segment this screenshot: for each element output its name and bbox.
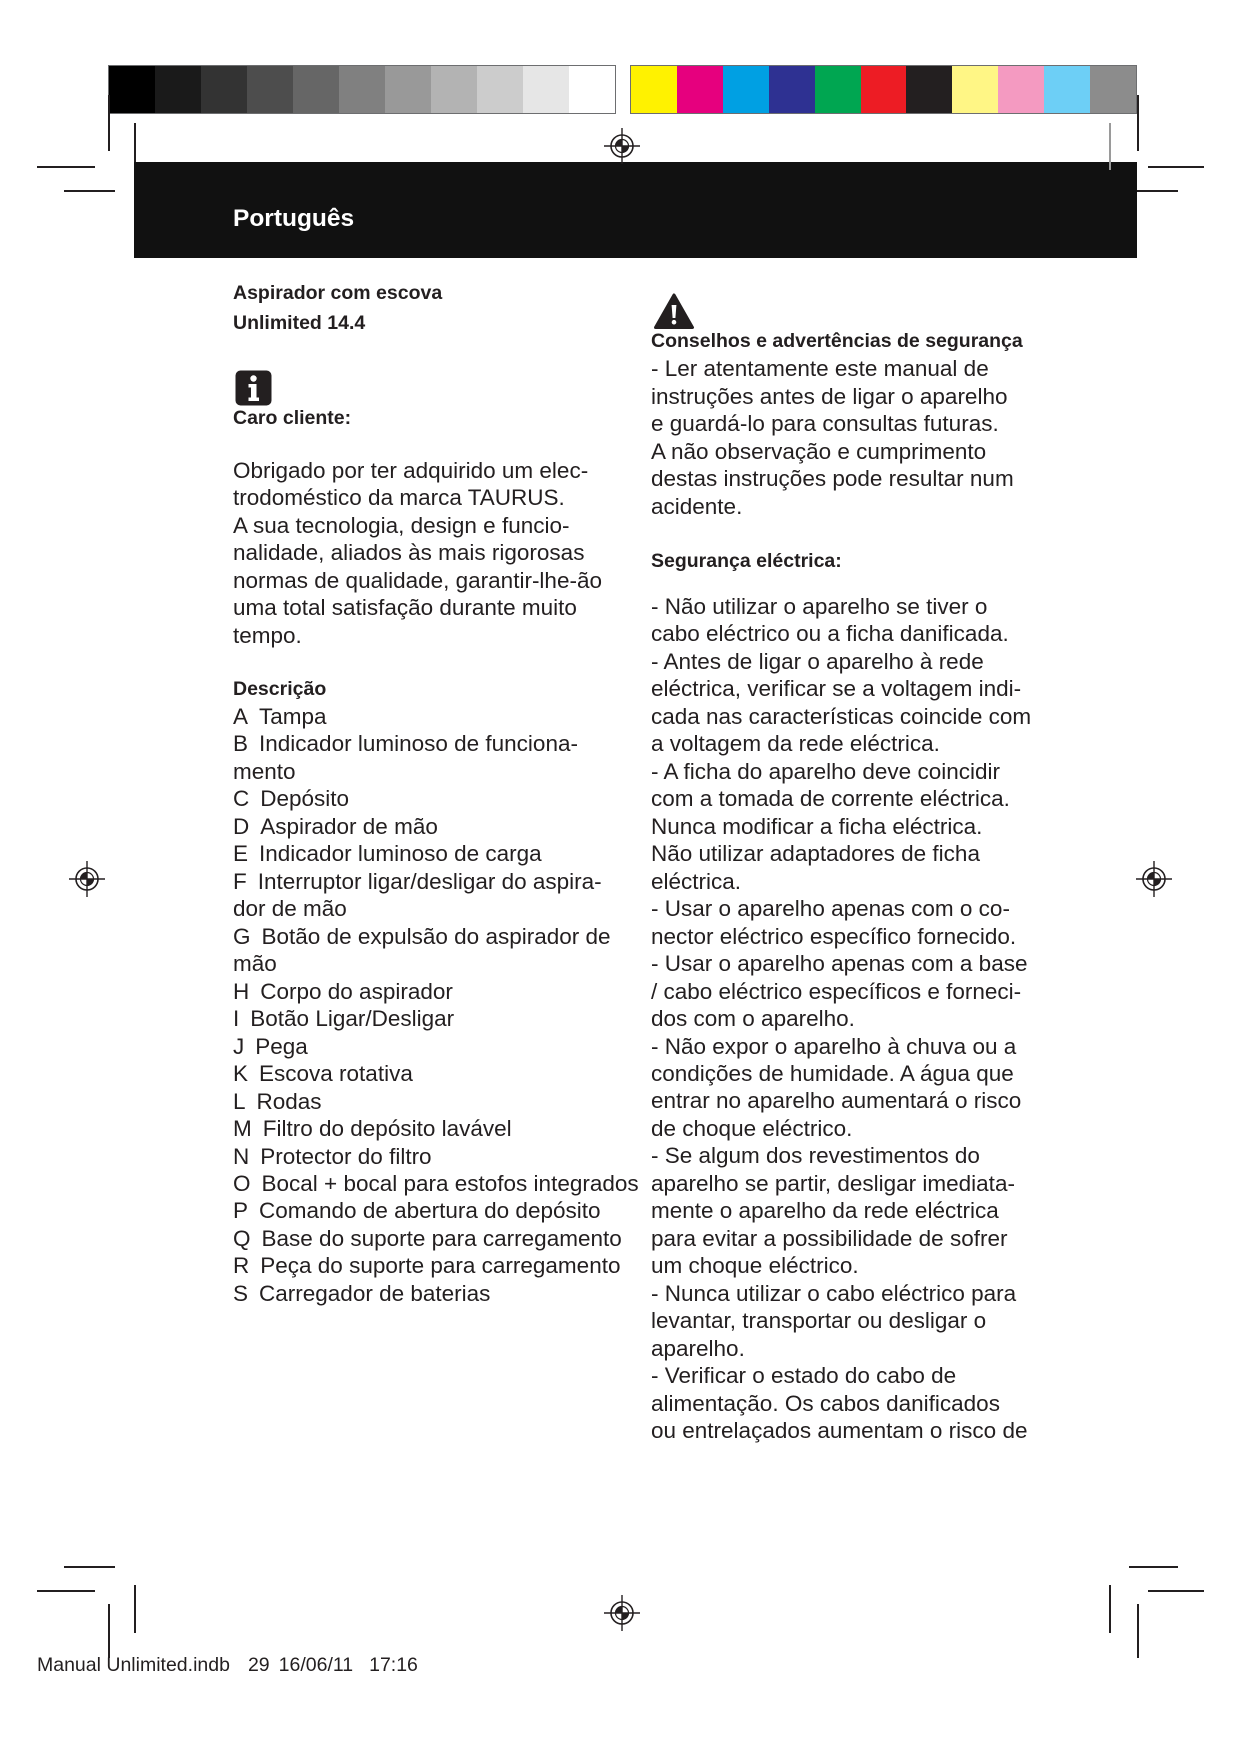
electrical-safety-line: entrar no aparelho aumentará o risco xyxy=(651,1088,1022,1114)
color-swatch xyxy=(906,66,952,113)
electrical-safety-line: nector eléctrico específico fornecido. xyxy=(651,923,1017,949)
greeting-line: Obrigado por ter adquirido um elec- xyxy=(233,458,589,483)
crop-mark xyxy=(37,166,95,168)
crop-mark xyxy=(1109,123,1111,170)
color-swatch xyxy=(1044,66,1090,113)
item-letter: P xyxy=(233,1198,249,1224)
safety-line: instruções antes de ligar o aparelho xyxy=(651,383,1008,409)
gray-swatch xyxy=(293,66,339,113)
greeting-line: normas de qualidade, garantir-lhe-ão xyxy=(233,567,602,593)
crop-mark xyxy=(134,123,136,166)
crop-mark xyxy=(108,95,110,151)
description-item xyxy=(233,785,639,812)
item-letter: O xyxy=(233,1170,251,1196)
language-header-band xyxy=(134,162,1137,258)
electrical-safety-line: - Verificar o estado do cabo de xyxy=(651,1363,957,1389)
registration-mark-icon xyxy=(604,128,640,164)
electrical-safety-line: Nunca modificar a ficha eléctrica. xyxy=(651,813,983,839)
item-letter: I xyxy=(233,1006,240,1032)
gray-swatch xyxy=(155,66,201,113)
electrical-safety-line: alimentação. Os cabos danificados xyxy=(651,1390,1000,1416)
crop-mark xyxy=(1148,166,1204,168)
electrical-safety-line: condições de humidade. A água que xyxy=(651,1060,1014,1086)
item-label: Carregador de baterias xyxy=(259,1280,491,1306)
description-item xyxy=(233,730,639,757)
gray-swatch xyxy=(109,66,155,113)
item-letter: L xyxy=(233,1088,246,1114)
item-letter: C xyxy=(233,786,250,812)
item-label: Pega xyxy=(255,1033,308,1059)
description-item xyxy=(233,1115,639,1142)
item-letter: Q xyxy=(233,1225,251,1251)
electrical-safety-line: aparelho se partir, desligar imediata- xyxy=(651,1170,1015,1196)
item-label: Protector do filtro xyxy=(260,1143,432,1169)
gray-swatch xyxy=(247,66,293,113)
item-label: Interruptor ligar/desligar do aspira- xyxy=(257,868,602,894)
description-item xyxy=(233,868,639,895)
item-letter: K xyxy=(233,1061,249,1087)
item-letter: F xyxy=(233,868,247,894)
description-item-continued: mão xyxy=(233,951,277,977)
item-letter: S xyxy=(233,1280,249,1306)
gray-swatch xyxy=(431,66,477,113)
description-item xyxy=(233,1143,639,1170)
slug-date: 16/06/11 xyxy=(278,1654,354,1676)
item-label: Tampa xyxy=(259,704,327,729)
description-item xyxy=(233,840,639,867)
slug-file-name: Manual Unlimited.indb xyxy=(37,1654,230,1676)
electrical-safety-line: - Não utilizar o aparelho se tiver o xyxy=(651,594,988,619)
item-letter: N xyxy=(233,1143,250,1169)
electrical-safety-line: a voltagem da rede eléctrica. xyxy=(651,731,940,757)
description-item xyxy=(233,1170,639,1197)
greeting-paragraph xyxy=(233,457,602,649)
print-slug xyxy=(37,1654,418,1676)
description-item xyxy=(233,813,639,840)
description-list xyxy=(233,703,639,1307)
item-label: Comando de abertura do depósito xyxy=(259,1198,601,1224)
description-item xyxy=(233,1225,639,1252)
electrical-safety-line: cabo eléctrico ou a ficha danificada. xyxy=(651,621,1009,647)
item-label: Filtro do depósito lavável xyxy=(262,1116,512,1142)
safety-heading: Conselhos e advertências de segurança xyxy=(651,330,1023,352)
gray-swatch xyxy=(523,66,569,113)
electrical-safety-text xyxy=(651,593,1031,1445)
crop-mark xyxy=(1137,95,1139,151)
crop-mark xyxy=(1109,1585,1111,1633)
color-control-strip xyxy=(630,65,1137,114)
electrical-safety-line: eléctrica, verificar se a voltagem indi- xyxy=(651,676,1022,702)
color-swatch xyxy=(631,66,677,113)
description-item xyxy=(233,1005,639,1032)
info-icon xyxy=(235,370,272,406)
electrical-safety-line: com a tomada de corrente eléctrica. xyxy=(651,786,1010,812)
electrical-safety-line: - Usar o aparelho apenas com o co- xyxy=(651,896,1010,922)
slug-time: 17:16 xyxy=(369,1654,418,1676)
crop-mark xyxy=(64,1566,115,1568)
description-heading: Descrição xyxy=(233,678,327,700)
electrical-safety-line: dos com o aparelho. xyxy=(651,1006,855,1032)
item-label: Botão de expulsão do aspirador de xyxy=(261,923,611,949)
electrical-safety-line: - Antes de ligar o aparelho à rede xyxy=(651,648,984,674)
safety-line: - Ler atentamente este manual de xyxy=(651,356,989,382)
product-title xyxy=(233,278,442,338)
electrical-safety-line: - Se algum dos revestimentos do xyxy=(651,1143,980,1169)
color-swatch xyxy=(861,66,907,113)
safety-line: destas instruções pode resultar num xyxy=(651,466,1014,492)
crop-mark xyxy=(1137,1604,1139,1658)
electrical-safety-heading: Segurança eléctrica: xyxy=(651,550,842,572)
item-letter: R xyxy=(233,1253,250,1279)
item-label: Peça do suporte para carregamento xyxy=(260,1253,621,1279)
description-item xyxy=(233,923,639,950)
description-item xyxy=(233,1280,639,1307)
item-label: Aspirador de mão xyxy=(260,813,438,839)
item-label: Botão Ligar/Desligar xyxy=(250,1006,455,1032)
item-letter: J xyxy=(233,1033,245,1059)
greeting-line: A sua tecnologia, design e funcio- xyxy=(233,512,570,538)
gray-swatch xyxy=(201,66,247,113)
electrical-safety-line: - Não expor o aparelho à chuva ou a xyxy=(651,1033,1017,1059)
gray-swatch xyxy=(477,66,523,113)
item-label: Corpo do aspirador xyxy=(260,978,453,1004)
item-letter: D xyxy=(233,813,250,839)
safety-advice-section xyxy=(651,328,1023,520)
item-label: Bocal + bocal para estofos integrados xyxy=(261,1170,639,1196)
electrical-safety-line: um choque eléctrico. xyxy=(651,1253,859,1279)
electrical-safety-line: - Nunca utilizar o cabo eléctrico para xyxy=(651,1280,1017,1306)
greeting-line: uma total satisfação durante muito xyxy=(233,595,577,621)
gray-swatch xyxy=(339,66,385,113)
item-letter: H xyxy=(233,978,250,1004)
registration-mark-icon xyxy=(604,1595,640,1631)
item-letter: E xyxy=(233,841,249,867)
crop-mark xyxy=(1148,1590,1204,1592)
greeting-line: tempo. xyxy=(233,622,302,648)
electrical-safety-line: eléctrica. xyxy=(651,868,742,894)
item-label: Escova rotativa xyxy=(259,1061,413,1087)
electrical-safety-line: - A ficha do aparelho deve coincidir xyxy=(651,758,1000,784)
item-letter: B xyxy=(233,731,249,757)
item-letter: M xyxy=(233,1116,252,1142)
item-label: Depósito xyxy=(260,786,350,812)
gray-swatch xyxy=(569,66,615,113)
item-letter: G xyxy=(233,923,251,949)
color-swatch xyxy=(723,66,769,113)
greeting-line: nalidade, aliados às mais rigorosas xyxy=(233,540,585,566)
electrical-safety-line: ou entrelaçados aumentam o risco de xyxy=(651,1418,1028,1444)
color-swatch xyxy=(1090,66,1136,113)
description-item xyxy=(233,1060,639,1087)
electrical-safety-line: - Usar o aparelho apenas com a base xyxy=(651,951,1028,977)
item-label: Base do suporte para carregamento xyxy=(261,1225,622,1251)
crop-mark xyxy=(37,1590,95,1592)
description-item xyxy=(233,703,639,730)
description-item xyxy=(233,1197,639,1224)
registration-mark-icon xyxy=(1136,861,1172,897)
grayscale-control-strip xyxy=(108,65,616,114)
language-title: Português xyxy=(233,205,355,232)
item-label: Rodas xyxy=(256,1088,322,1114)
item-label: Indicador luminoso de carga xyxy=(259,841,542,867)
crop-mark xyxy=(134,1585,136,1633)
safety-line: acidente. xyxy=(651,493,743,519)
registration-mark-icon xyxy=(69,861,105,897)
electrical-safety-line: aparelho. xyxy=(651,1335,745,1361)
electrical-safety-line: mente o aparelho da rede eléctrica xyxy=(651,1198,999,1224)
description-item xyxy=(233,1033,639,1060)
product-name: Aspirador com escova xyxy=(233,282,443,304)
description-item-continued: mento xyxy=(233,758,296,784)
gray-swatch xyxy=(385,66,431,113)
color-swatch xyxy=(952,66,998,113)
greeting-heading: Caro cliente: xyxy=(233,407,352,429)
description-item xyxy=(233,1252,639,1279)
electrical-safety-line: de choque eléctrico. xyxy=(651,1115,853,1141)
crop-mark xyxy=(108,1604,110,1658)
item-letter: A xyxy=(233,704,249,729)
slug-page-number: 29 xyxy=(247,1654,270,1676)
safety-line: A não observação e cumprimento xyxy=(651,438,987,464)
color-swatch xyxy=(677,66,723,113)
electrical-safety-line: levantar, transportar ou desligar o xyxy=(651,1308,987,1334)
greeting-line: trodoméstico da marca TAURUS. xyxy=(233,485,565,511)
safety-line: e guardá-lo para consultas futuras. xyxy=(651,411,999,437)
product-model: Unlimited 14.4 xyxy=(233,312,366,335)
color-swatch xyxy=(769,66,815,113)
description-item xyxy=(233,1088,639,1115)
item-label: Indicador luminoso de funciona- xyxy=(259,731,578,757)
electrical-safety-line: para evitar a possibilidade de sofrer xyxy=(651,1225,1008,1251)
warning-icon xyxy=(653,292,695,331)
color-swatch xyxy=(815,66,861,113)
electrical-safety-line: cada nas características coincide com xyxy=(651,703,1032,729)
electrical-safety-line: / cabo eléctrico específicos e forneci- xyxy=(651,978,1022,1004)
description-item-continued: dor de mão xyxy=(233,896,347,922)
color-swatch xyxy=(998,66,1044,113)
electrical-safety-line: Não utilizar adaptadores de ficha xyxy=(651,841,980,867)
crop-mark xyxy=(1129,1566,1178,1568)
crop-mark xyxy=(64,190,115,192)
description-item xyxy=(233,978,639,1005)
